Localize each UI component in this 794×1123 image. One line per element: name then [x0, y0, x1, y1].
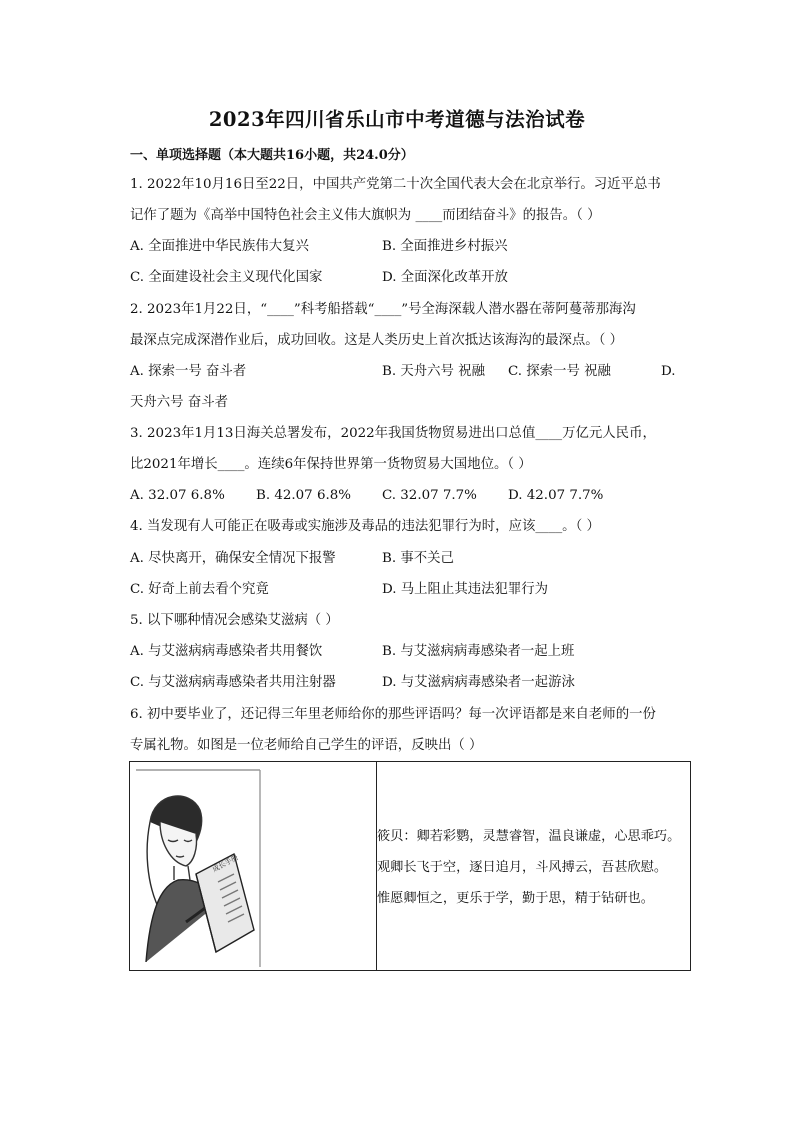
comment-line-3: 惟愿卿恒之，更乐于学，勤于思，精于钻研也。 [377, 891, 654, 906]
question-3-option-b: B. 42.07 6.8% [256, 488, 351, 503]
question-3-line-2: 比2021年增长____。连续6年保持世界第一货物贸易大国地位。（ ） [130, 457, 532, 472]
question-5-line-1: 5. 以下哪种情况会感染艾滋病（ ） [130, 613, 339, 628]
question-2-line-2: 最深点完成深潜作业后，成功回收。这是人类历史上首次抵达该海沟的最深点。（ ） [130, 333, 624, 348]
question-4-option-b: B. 事不关己 [382, 551, 454, 566]
question-2-option-d-text: 天舟六号 奋斗者 [130, 395, 228, 410]
question-1-option-c: C. 全面建设社会主义现代化国家 [130, 270, 323, 285]
question-1-line-2: 记作了题为《高举中国特色社会主义伟大旗帜为 ____而团结奋斗》的报告。（ ） [130, 208, 601, 223]
question-1-option-a: A. 全面推进中华民族伟大复兴 [130, 239, 309, 254]
question-4-option-c: C. 好奇上前去看个究竟 [130, 582, 269, 597]
section-header: 一、单项选择题（本大题共16小题，共24.0分） [130, 148, 414, 163]
question-4-line-1: 4. 当发现有人可能正在吸毒或实施涉及毒品的违法犯罪行为时，应该____。（ ） [130, 519, 600, 534]
question-3-option-a: A. 32.07 6.8% [130, 488, 225, 503]
question-5-option-a: A. 与艾滋病病毒感染者共用餐饮 [130, 644, 323, 659]
question-4-option-a: A. 尽快离开，确保安全情况下报警 [130, 551, 336, 566]
book-cover-text: 成长手册 [211, 853, 240, 874]
question-2-line-1: 2. 2023年1月22日，“____”科考船搭载“____”号全海深载人潜水器在蒂阿蔓蒂那海沟 [130, 302, 636, 317]
question-1-option-d: D. 全面深化改革开放 [382, 270, 508, 285]
question-3-option-d: D. 42.07 7.7% [508, 488, 604, 503]
question-1-option-b: B. 全面推进乡村振兴 [382, 239, 508, 254]
question-5-option-c: C. 与艾滋病病毒感染者共用注射器 [130, 675, 336, 690]
question-2-option-b: B. 天舟六号 祝融 [382, 364, 485, 379]
question-6-line-1: 6. 初中要毕业了，还记得三年里老师给你的那些评语吗？每一次评语都是来自老师的一份 [130, 707, 656, 722]
comment-cell [377, 762, 690, 970]
question-2-option-d-label: D. [661, 364, 676, 379]
student-reading-illustration [130, 762, 376, 970]
comment-line-2: 观卿长飞于空，逐日追月，斗风搏云，吾甚欣慰。 [377, 860, 668, 875]
question-1-line-1: 1. 2022年10月16日至22日，中国共产党第二十次全国代表大会在北京举行。习近平总书 [130, 177, 661, 192]
illustration-cell [130, 762, 376, 970]
question-2-option-a: A. 探索一号 奋斗者 [130, 364, 247, 379]
question-6-line-2: 专属礼物。如图是一位老师给自己学生的评语，反映出（ ） [130, 738, 483, 753]
page-title: 2023年四川省乐山市中考道德与法治试卷 [208, 108, 586, 131]
question-3-option-c: C. 32.07 7.7% [382, 488, 477, 503]
question-2-option-c: C. 探索一号 祝融 [508, 364, 611, 379]
comment-line-1: 筱贝：卿若彩鹦，灵慧睿智，温良谦虚，心思乖巧。 [377, 829, 681, 844]
question-5-option-b: B. 与艾滋病病毒感染者一起上班 [382, 644, 575, 659]
teacher-comment-table [129, 761, 691, 971]
question-4-option-d: D. 马上阻止其违法犯罪行为 [382, 582, 549, 597]
question-5-option-d: D. 与艾滋病病毒感染者一起游泳 [382, 675, 575, 690]
question-3-line-1: 3. 2023年1月13日海关总署发布，2022年我国货物贸易进出口总值____万亿元人民币， [130, 426, 656, 441]
